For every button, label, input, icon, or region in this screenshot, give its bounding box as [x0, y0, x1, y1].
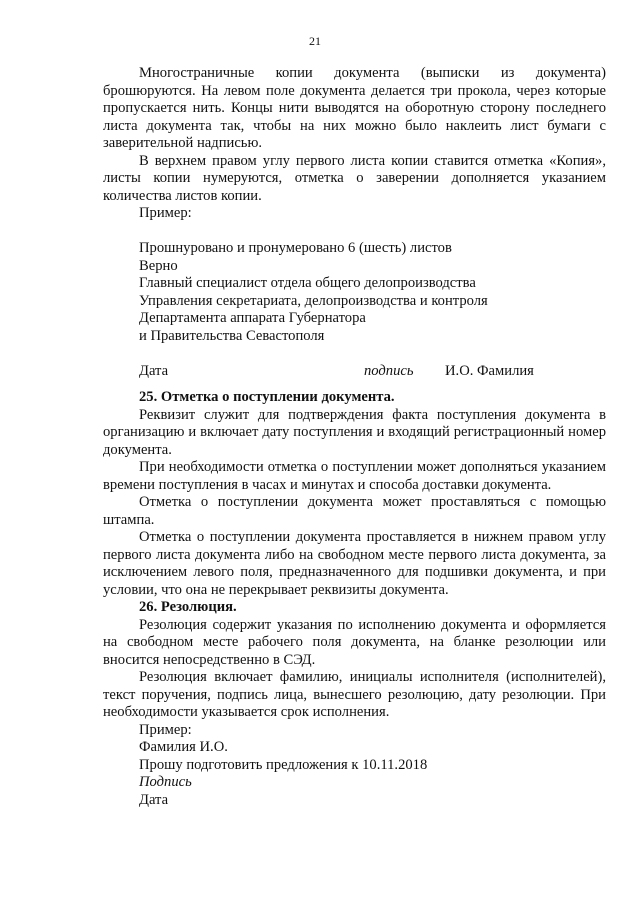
paragraph-resolution-contents: Резолюция включает фамилию, инициалы исполнителя (исполнителей), текст поручения, подпись лица, вынесшего резолюцию, дату резолюции. При необходимости указывается срок исполнения.: [103, 669, 606, 720]
paragraph-resolution-definition: Резолюция содержит указания по исполнению документа и оформляется на свободном месте рабочего поля документа, на бланке резолюции или вносится непосредственно в СЭД.: [103, 616, 606, 668]
certification-line: Верно: [139, 257, 178, 274]
section-heading-25: 25. Отметка о поступлении документа.: [139, 389, 395, 405]
page-number: 21: [309, 34, 321, 48]
paragraph-receipt-placement: Отметка о поступлении документа проставляется в нижнем правом углу первого листа документа либо на свободном месте первого листа документа, за исключением левого поля, предназначенного для подшивки документа, и при условии, что она не перекрывает реквизиты документа.: [103, 529, 606, 598]
certification-line: и Правительства Севастополя: [139, 327, 325, 344]
certification-line: Управления секретариата, делопроизводства и контроля: [139, 292, 488, 309]
certification-line: Прошнуровано и пронумеровано 6 (шесть) листов: [139, 240, 452, 256]
resolution-line: Фамилия И.О.: [139, 739, 228, 755]
paragraph-copy-mark: В верхнем правом углу первого листа копии ставится отметка «Копия», листы копии нумеруются, отметка о заверении дополняется указанием количества листов копии.: [103, 152, 606, 204]
document-body: [103, 65, 606, 809]
signature-name: И.О. Фамилия: [445, 362, 534, 379]
resolution-date: Дата: [139, 791, 169, 808]
certification-line: Департамента аппарата Губернатора: [139, 310, 366, 326]
paragraph-receipt-purpose: Реквизит служит для подтверждения факта поступления документа в организацию и включает дату поступления и входящий регистрационный номер документа.: [103, 406, 606, 458]
resolution-example: [103, 739, 606, 809]
section-heading-26: 26. Резолюция.: [139, 599, 237, 615]
example-label: Пример:: [139, 205, 192, 221]
resolution-signature: Подпись: [139, 774, 192, 790]
paragraph-binding: Многостраничные копии документа (выписки из документа) брошюруются. На левом поле документа делается три прокола, через которые пропускается нить. Концы нити выводятся на оборотную сторону последнего листа документа так, чтобы на них можно было наклеить лист бумаги с заверительной надписью.: [103, 65, 606, 151]
certification-example: [103, 240, 606, 345]
paragraph-receipt-time: При необходимости отметка о поступлении может дополняться указанием времени поступления в часах и минутах и способа доставки документа.: [103, 459, 606, 493]
signature-row: [103, 363, 606, 381]
signature-placeholder: подпись: [364, 362, 414, 379]
paragraph-receipt-stamp: Отметка о поступлении документа может проставляться с помощью штампа.: [103, 494, 606, 528]
signature-date: Дата: [139, 362, 169, 379]
example-label: Пример:: [139, 721, 192, 738]
certification-line: Главный специалист отдела общего делопроизводства: [139, 275, 476, 291]
resolution-line: Прошу подготовить предложения к 10.11.2018: [139, 756, 428, 773]
